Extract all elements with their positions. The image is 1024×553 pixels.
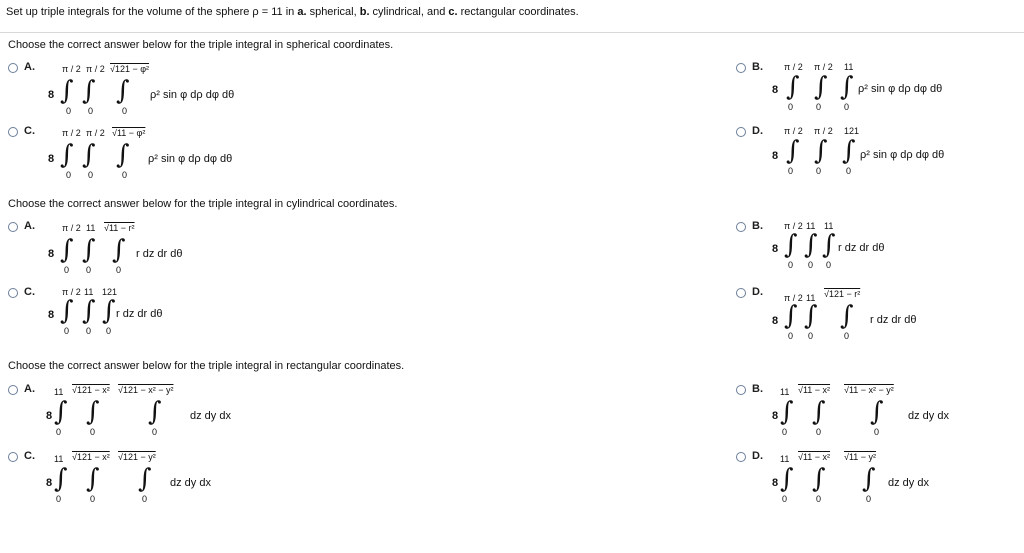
integral-sign-middle: ∫ — [82, 140, 96, 170]
integral-sign-inner: ∫ — [102, 296, 116, 326]
radio-button[interactable] — [736, 288, 746, 298]
upper-limit-middle: √11 − x² — [798, 385, 831, 395]
title-part-b-text: cylindrical, and — [369, 6, 449, 18]
lower-limit-inner: 0 — [866, 494, 872, 504]
lower-limit-outer: 0 — [788, 166, 794, 176]
option-letter: C. — [24, 450, 35, 462]
radio-button[interactable] — [8, 452, 18, 462]
upper-limit-inner: √121 − r² — [824, 289, 861, 299]
radio-button[interactable] — [736, 385, 746, 395]
upper-limit-middle: √121 − x² — [72, 385, 110, 395]
integral-sign-inner: ∫ — [870, 397, 884, 427]
upper-limit-inner: √11 − φ² — [112, 128, 146, 138]
integral-sign-outer: ∫ — [780, 397, 794, 427]
lower-limit-outer: 0 — [782, 427, 788, 437]
integral-sign-inner: ∫ — [862, 464, 876, 494]
spherical-option-c[interactable] — [8, 124, 508, 184]
upper-limit-inner: √11 − r² — [104, 223, 135, 233]
question-title — [6, 6, 579, 18]
upper-limit-middle: 11 — [806, 221, 816, 231]
radio-button[interactable] — [8, 288, 18, 298]
upper-limit-outer: 11 — [54, 387, 64, 397]
lower-limit-outer: 0 — [66, 170, 72, 180]
radio-button[interactable] — [8, 63, 18, 73]
integral-sign-outer: ∫ — [60, 140, 74, 170]
lower-limit-inner: 0 — [116, 265, 122, 275]
integral-sign-outer: ∫ — [786, 136, 800, 166]
integral-sign-inner: ∫ — [148, 397, 162, 427]
coefficient: 8 — [48, 309, 55, 321]
option-letter: A. — [24, 383, 35, 395]
rectangular-option-b[interactable] — [736, 382, 1016, 442]
integral-sign-inner: ∫ — [116, 140, 130, 170]
integral-sign-middle: ∫ — [86, 464, 100, 494]
integrand: dz dy dx — [170, 477, 211, 489]
option-letter: D. — [752, 125, 763, 137]
title-part-b: b. — [359, 6, 370, 18]
integral-sign-outer: ∫ — [60, 235, 74, 265]
integral-sign-inner: ∫ — [822, 230, 836, 260]
upper-limit-outer: π / 2 — [784, 126, 803, 136]
radio-button[interactable] — [8, 127, 18, 137]
lower-limit-inner: 0 — [122, 106, 128, 116]
lower-limit-middle: 0 — [808, 331, 814, 341]
lower-limit-outer: 0 — [788, 102, 794, 112]
integrand: dz dy dx — [888, 477, 929, 489]
cylindrical-option-b[interactable] — [736, 219, 1016, 279]
integral-sign-outer: ∫ — [54, 464, 68, 494]
upper-limit-outer: π / 2 — [784, 293, 803, 303]
integral-sign-middle: ∫ — [812, 464, 826, 494]
upper-limit-outer: π / 2 — [62, 64, 81, 74]
lower-limit-middle: 0 — [90, 427, 96, 437]
option-letter: C. — [24, 286, 35, 298]
upper-limit-middle: √11 − x² — [798, 452, 831, 462]
lower-limit-middle: 0 — [88, 170, 94, 180]
integral-sign-middle: ∫ — [814, 72, 828, 102]
lower-limit-outer: 0 — [56, 427, 62, 437]
coefficient: 8 — [48, 153, 55, 165]
integral-sign-outer: ∫ — [784, 301, 798, 331]
lower-limit-outer: 0 — [64, 265, 70, 275]
upper-limit-middle: 11 — [86, 223, 96, 233]
lower-limit-outer: 0 — [56, 494, 62, 504]
integrand: r dz dr dθ — [838, 242, 885, 254]
radio-button[interactable] — [8, 385, 18, 395]
integral-sign-inner: ∫ — [842, 136, 856, 166]
integral-sign-inner: ∫ — [840, 301, 854, 331]
option-letter: B. — [752, 383, 763, 395]
lower-limit-middle: 0 — [816, 494, 822, 504]
upper-limit-inner: √121 − φ² — [110, 64, 150, 74]
option-letter: A. — [24, 220, 35, 232]
title-part-c-text: rectangular coordinates. — [457, 6, 579, 18]
radio-button[interactable] — [736, 452, 746, 462]
spherical-option-d[interactable] — [736, 124, 1016, 184]
upper-limit-inner: 121 — [102, 287, 118, 297]
title-part-c: c. — [448, 6, 458, 18]
radio-button[interactable] — [8, 222, 18, 232]
divider — [0, 32, 1024, 33]
option-letter: D. — [752, 450, 763, 462]
lower-limit-inner: 0 — [844, 331, 850, 341]
upper-limit-middle: π / 2 — [814, 126, 833, 136]
lower-limit-outer: 0 — [64, 326, 70, 336]
integral-sign-outer: ∫ — [780, 464, 794, 494]
cylindrical-option-c[interactable] — [8, 285, 508, 345]
option-letter: D. — [752, 286, 763, 298]
lower-limit-inner: 0 — [826, 260, 832, 270]
upper-limit-inner: 11 — [824, 221, 834, 231]
lower-limit-middle: 0 — [816, 102, 822, 112]
title-part-a: a. — [297, 6, 307, 18]
option-letter: C. — [24, 125, 35, 137]
radio-button[interactable] — [736, 63, 746, 73]
upper-limit-outer: π / 2 — [784, 62, 803, 72]
integral-sign-inner: ∫ — [112, 235, 126, 265]
spherical-prompt: Choose the correct answer below for the triple integral in spherical coordinates. — [8, 39, 394, 51]
lower-limit-inner: 0 — [874, 427, 880, 437]
integral-sign-outer: ∫ — [54, 397, 68, 427]
integrand: dz dy dx — [190, 410, 231, 422]
spherical-option-b[interactable] — [736, 60, 1016, 120]
integrand: ρ² sin φ dρ dφ dθ — [860, 149, 945, 161]
integrand: dz dy dx — [908, 410, 949, 422]
integral-sign-middle: ∫ — [804, 230, 818, 260]
integral-sign-middle: ∫ — [82, 76, 96, 106]
upper-limit-inner: √11 − y² — [844, 452, 877, 462]
coefficient: 8 — [48, 248, 55, 260]
upper-limit-outer: 11 — [54, 454, 64, 464]
upper-limit-middle: π / 2 — [86, 64, 105, 74]
spherical-option-a[interactable] — [8, 60, 508, 120]
integral-sign-outer: ∫ — [60, 296, 74, 326]
upper-limit-outer: π / 2 — [62, 128, 81, 138]
option-letter: B. — [752, 220, 763, 232]
upper-limit-inner: 121 — [844, 126, 860, 136]
option-letter: A. — [24, 61, 35, 73]
rectangular-option-d[interactable] — [736, 449, 1016, 509]
integral-sign-outer: ∫ — [784, 230, 798, 260]
title-equation: = 11 in — [258, 6, 298, 18]
upper-limit-outer: 11 — [780, 454, 790, 464]
lower-limit-outer: 0 — [66, 106, 72, 116]
upper-limit-inner: 11 — [844, 62, 854, 72]
coefficient: 8 — [46, 410, 53, 422]
cylindrical-option-a[interactable] — [8, 219, 508, 279]
cylindrical-prompt: Choose the correct answer below for the triple integral in cylindrical coordinates. — [8, 198, 398, 210]
upper-limit-middle: √121 − x² — [72, 452, 110, 462]
coefficient: 8 — [772, 243, 779, 255]
option-letter: B. — [752, 61, 763, 73]
lower-limit-middle: 0 — [88, 106, 94, 116]
integrand: r dz dr dθ — [136, 248, 183, 260]
upper-limit-outer: π / 2 — [62, 287, 81, 297]
integral-sign-middle: ∫ — [804, 301, 818, 331]
lower-limit-inner: 0 — [844, 102, 850, 112]
lower-limit-outer: 0 — [788, 260, 794, 270]
lower-limit-middle: 0 — [90, 494, 96, 504]
integral-sign-inner: ∫ — [138, 464, 152, 494]
coefficient: 8 — [48, 89, 55, 101]
lower-limit-middle: 0 — [86, 265, 92, 275]
lower-limit-middle: 0 — [86, 326, 92, 336]
integrand: r dz dr dθ — [116, 308, 163, 320]
coefficient: 8 — [772, 84, 779, 96]
title-text: Set up triple integrals for the volume of the sphere — [6, 6, 253, 18]
coefficient: 8 — [772, 150, 779, 162]
lower-limit-outer: 0 — [788, 331, 794, 341]
rectangular-option-a[interactable] — [8, 382, 508, 442]
title-part-a-text: spherical, — [306, 6, 360, 18]
integrand: ρ² sin φ dρ dφ dθ — [148, 153, 233, 165]
coefficient: 8 — [46, 477, 53, 489]
integral-sign-middle: ∫ — [812, 397, 826, 427]
upper-limit-inner: √121 − y² — [118, 452, 156, 462]
coefficient: 8 — [772, 315, 779, 327]
integral-sign-middle: ∫ — [814, 136, 828, 166]
integral-sign-middle: ∫ — [86, 397, 100, 427]
upper-limit-middle: 11 — [806, 293, 816, 303]
lower-limit-middle: 0 — [808, 260, 814, 270]
integrand: ρ² sin φ dρ dφ dθ — [858, 83, 943, 95]
rectangular-option-c[interactable] — [8, 449, 508, 509]
lower-limit-outer: 0 — [782, 494, 788, 504]
upper-limit-outer: 11 — [780, 387, 790, 397]
upper-limit-outer: π / 2 — [62, 223, 81, 233]
lower-limit-inner: 0 — [106, 326, 112, 336]
cylindrical-option-d[interactable] — [736, 285, 1016, 345]
integral-sign-outer: ∫ — [786, 72, 800, 102]
lower-limit-inner: 0 — [152, 427, 158, 437]
integral-sign-middle: ∫ — [82, 296, 96, 326]
upper-limit-middle: π / 2 — [86, 128, 105, 138]
integral-sign-inner: ∫ — [116, 76, 130, 106]
lower-limit-inner: 0 — [142, 494, 148, 504]
upper-limit-inner: √11 − x² − y² — [844, 385, 894, 395]
lower-limit-inner: 0 — [122, 170, 128, 180]
coefficient: 8 — [772, 410, 779, 422]
lower-limit-inner: 0 — [846, 166, 852, 176]
radio-button[interactable] — [736, 222, 746, 232]
lower-limit-middle: 0 — [816, 427, 822, 437]
integral-sign-middle: ∫ — [82, 235, 96, 265]
radio-button[interactable] — [736, 127, 746, 137]
integrand: r dz dr dθ — [870, 314, 917, 326]
upper-limit-outer: π / 2 — [784, 221, 803, 231]
upper-limit-inner: √121 − x² − y² — [118, 385, 174, 395]
rectangular-prompt: Choose the correct answer below for the triple integral in rectangular coordinates. — [8, 360, 405, 372]
upper-limit-middle: 11 — [84, 287, 94, 297]
integrand: ρ² sin φ dρ dφ dθ — [150, 89, 235, 101]
lower-limit-middle: 0 — [816, 166, 822, 176]
integral-sign-inner: ∫ — [840, 72, 854, 102]
coefficient: 8 — [772, 477, 779, 489]
integral-sign-outer: ∫ — [60, 76, 74, 106]
upper-limit-middle: π / 2 — [814, 62, 833, 72]
title-rho: ρ — [252, 6, 259, 18]
